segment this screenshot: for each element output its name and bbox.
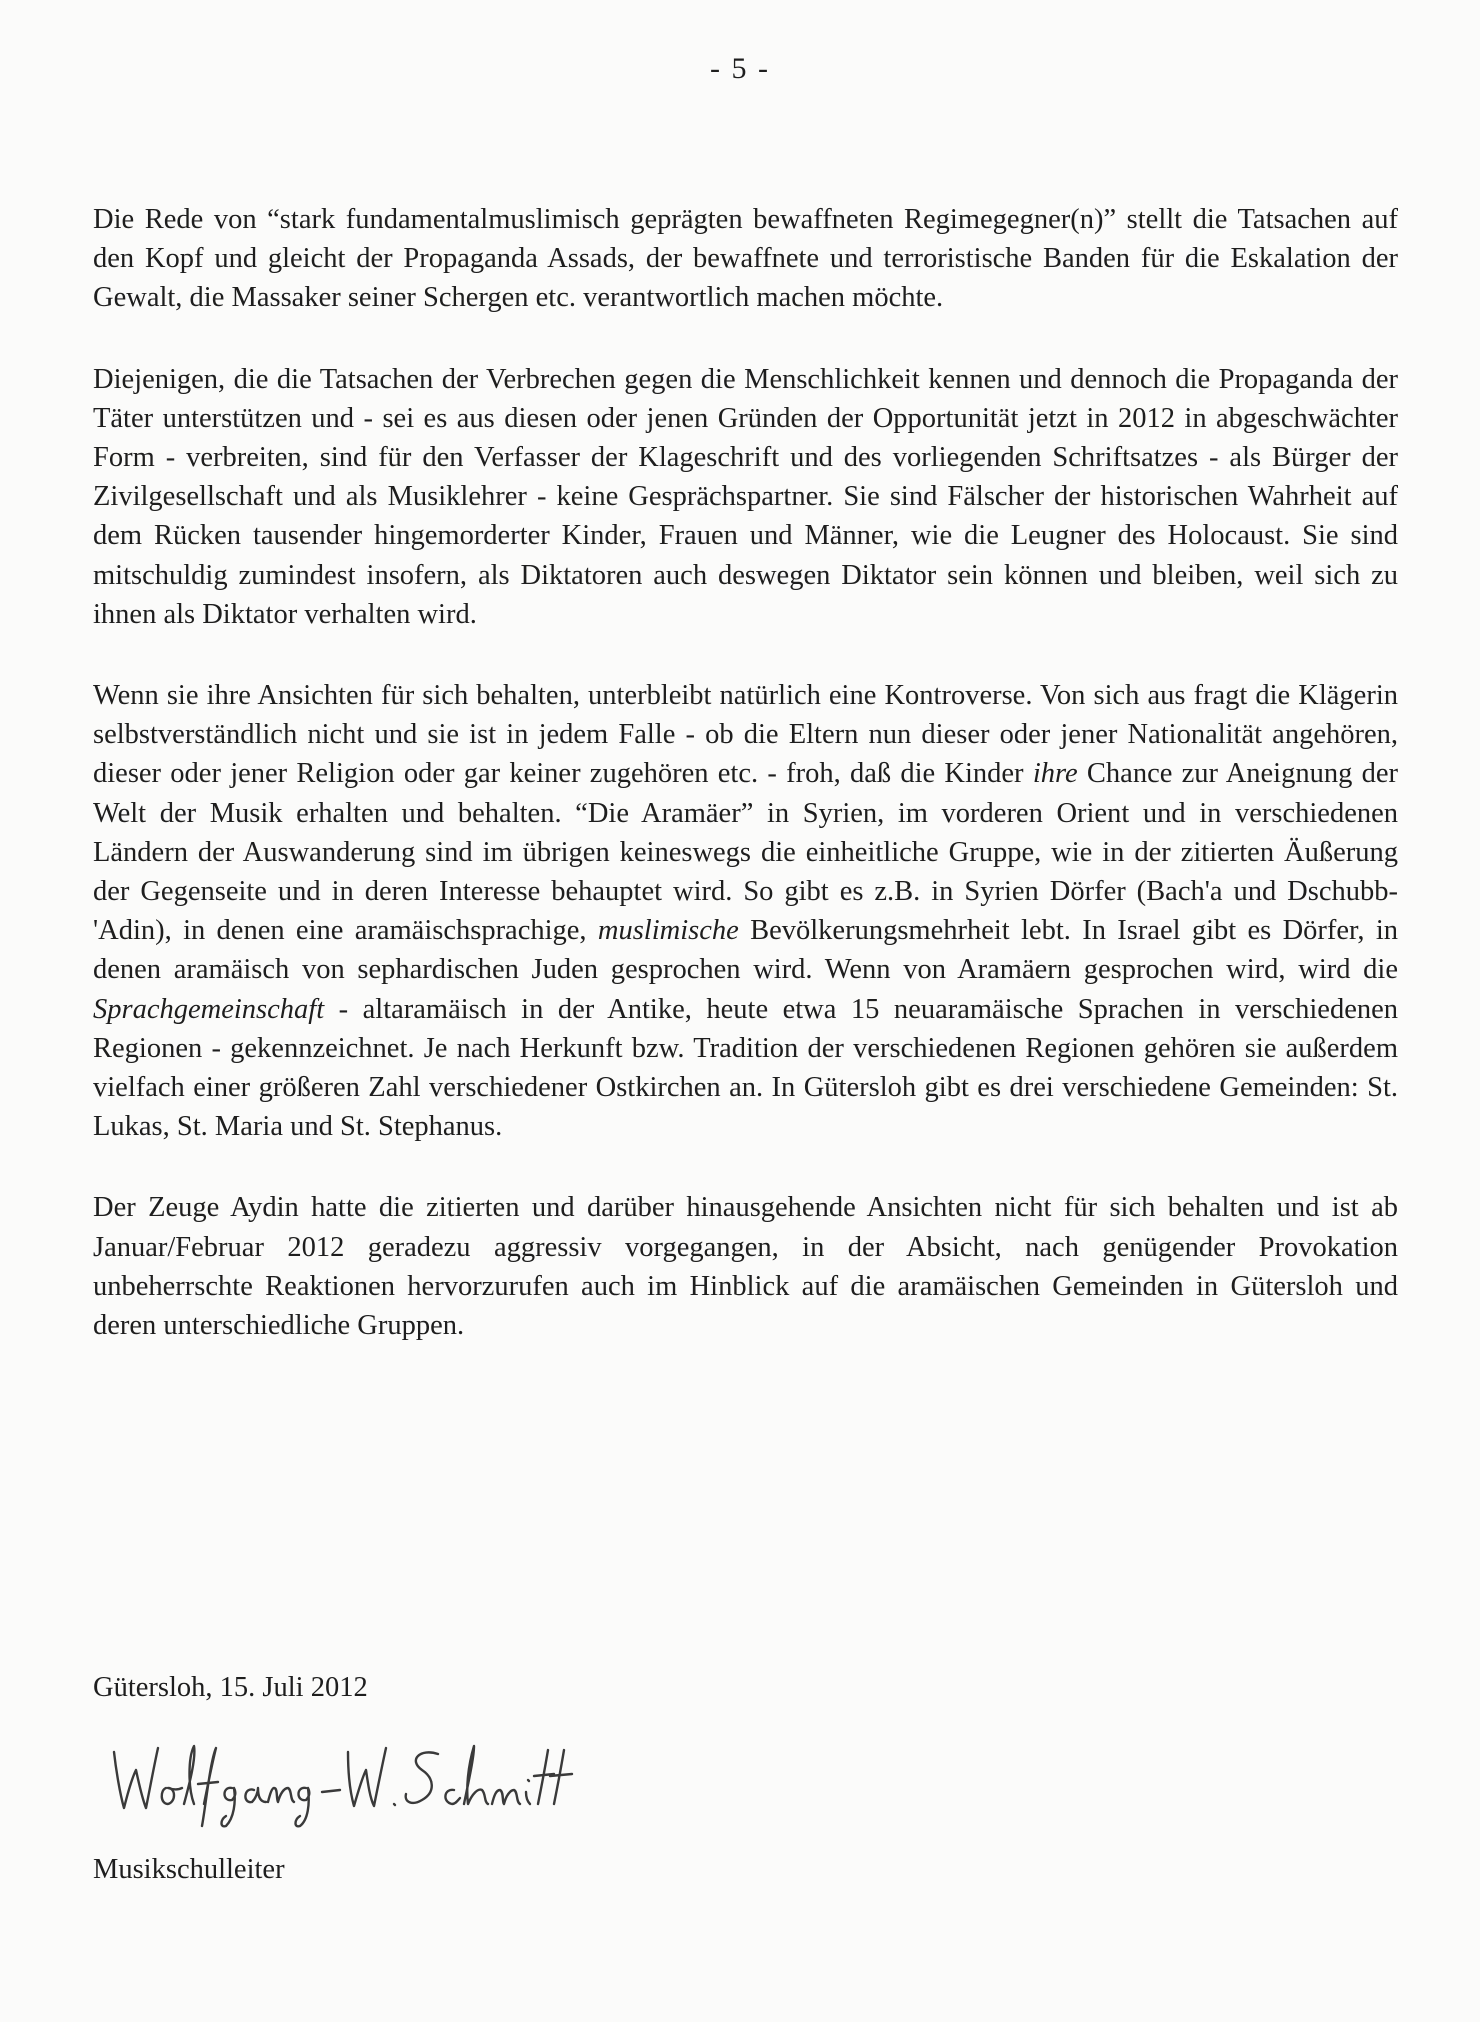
text-run: Diejenigen, die die Tatsachen der Verbrechen gegen die Menschlichkeit kennen und dennoch die Propaganda der Täter unterstützen und - sei es aus diesen oder jenen Gründen der Opportunität jetzt in 2012 in abgeschwächter Form - verbreiten, sind für den Verfasser der Klageschrift und des vorliegenden Schriftsatzes - als Bürger der Zivilgesellschaft und als Musiklehrer - keine Gesprächspartner. Sie sind Fälscher der historischen Wahrheit auf dem Rücken tausender hingemorderter Kinder, Frauen und Männer, wie die Leugner des Holocaust. Sie sind mitschuldig zumindest insofern, als Diktatoren auch deswegen Diktator sein können und bleiben, weil sich zu ihnen als Diktator verhalten wird.: [93, 363, 1398, 630]
emphasized-text: ihre: [1032, 758, 1078, 790]
text-run: Wenn sie ihre Ansichten für sich behalten, unterbleibt natürlich eine Kontroverse. Von sich aus fragt die Klägerin selbstverständlich nicht und sie ist in jedem Falle - ob die Eltern nun dieser oder jener Nationalität angehören, dieser oder jener Religion oder gar keiner zugehören etc. - froh, daß die Kinder: [93, 680, 1398, 790]
text-run: Chance zur Aneignung der Welt der Musik erhalten und behalten. “Die Aramäer” in Syrien, im vorderen Orient und in verschiedenen Ländern der Auswanderung sind im übrigen keineswegs die einheitliche Gruppe, wie in der zitierten Äußerung der Gegenseite und in deren Interesse behauptet wird. So gibt es z.B. in Syrien Dörfer (Bach'a und Dschubb-'Adin), in denen eine aramäischsprachige,: [93, 758, 1398, 947]
paragraph: [93, 200, 1398, 318]
signer-role: Musikschulleiter: [93, 1854, 285, 1885]
emphasized-text: Sprachgemeinschaft: [93, 993, 325, 1025]
emphasized-text: muslimische: [597, 915, 739, 947]
place-date: Gütersloh, 15. Juli 2012: [93, 1672, 368, 1703]
text-run: Der Zeuge Aydin hatte die zitierten und darüber hinausgehende Ansichten nicht für sich behalten und ist ab Januar/Februar 2012 geradezu aggressiv vorgegangen, in der Absicht, nach genügender Provokation unbeherrschte Reaktionen hervorzurufen auch im Hinblick auf die aramäischen Gemeinden in Gütersloh und deren unterschiedliche Gruppen.: [93, 1192, 1398, 1342]
paragraph: [93, 676, 1398, 1146]
text-run: Die Rede von “stark fundamentalmuslimisch geprägten bewaffneten Regimegegner(n)” stellt die Tatsachen auf den Kopf und gleicht der Propaganda Assads, der bewaffnete und terroristische Banden für die Eskalation der Gewalt, die Massaker seiner Schergen etc. verantwortlich machen möchte.: [93, 204, 1398, 314]
text-run: - altaramäisch in der Antike, heute etwa 15 neuaramäische Sprachen in verschiedenen Regionen - gekennzeichnet. Je nach Herkunft bzw. Tradition der verschiedenen Regionen gehören sie außerdem vielfach einer größeren Zahl verschiedener Ostkirchen an. In Gütersloh gibt es drei verschiedene Gemeinden: St. Lukas, St. Maria und St. Stephanus.: [93, 993, 1398, 1143]
paragraph: [93, 1188, 1398, 1345]
paragraph: [93, 360, 1398, 634]
page-number: - 5 -: [710, 52, 770, 85]
text-run: Bevölkerungsmehrheit lebt. In Israel gibt es Dörfer, in denen aramäisch von sephardischen Juden gesprochen wird. Wenn von Aramäern gesprochen wird, wird die: [93, 915, 1398, 986]
document-body: [93, 200, 1398, 1387]
handwritten-signature: [108, 1722, 578, 1832]
